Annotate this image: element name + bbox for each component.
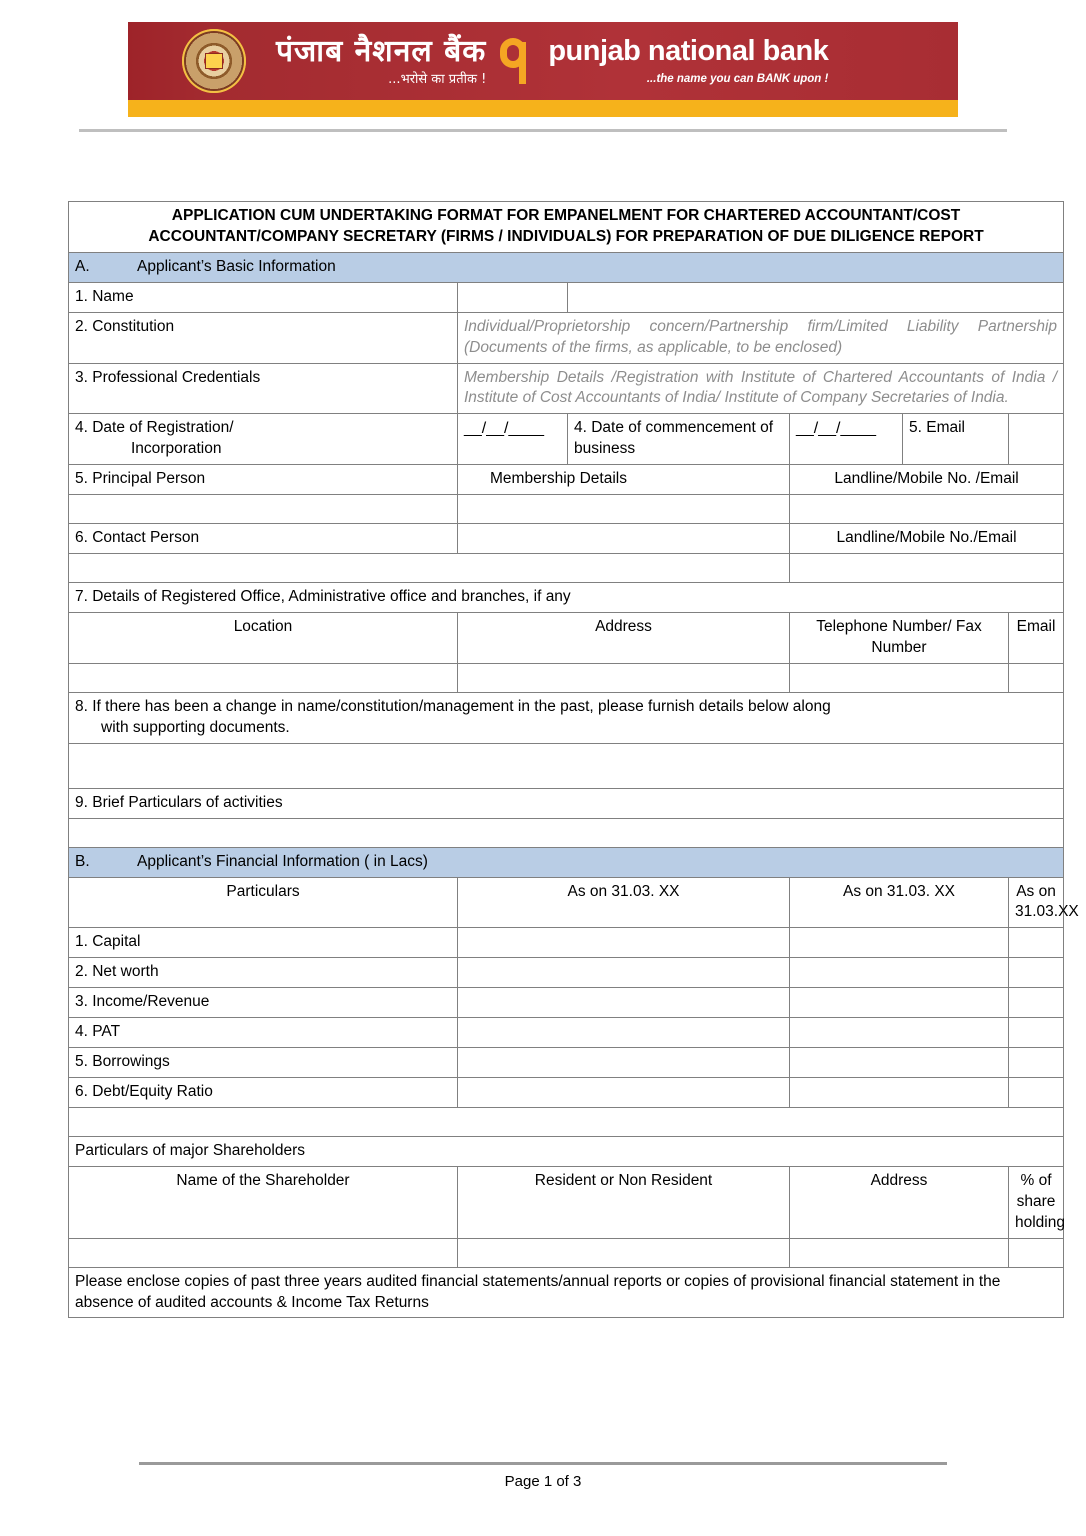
page-footer bbox=[0, 1462, 1086, 1490]
financial-row-borrowings bbox=[69, 1048, 1064, 1078]
email-label: 5. Email bbox=[903, 414, 1009, 465]
row-professional-credentials bbox=[69, 363, 1064, 414]
professional-credentials-label: 3. Professional Credentials bbox=[69, 363, 458, 414]
enclose-note: Please enclose copies of past three years audited financial statements/annual reports or copies of provisional financial statement in the absence of audited accounts & Income Tax Returns bbox=[69, 1267, 1064, 1318]
principal-contact-input[interactable] bbox=[790, 495, 1064, 524]
financial-value-debt-equity-2[interactable] bbox=[790, 1077, 1009, 1107]
activities-label: 9. Brief Particulars of activities bbox=[69, 788, 1064, 818]
name-label: 1. Name bbox=[69, 282, 458, 312]
section-b-letter: B. bbox=[75, 852, 90, 870]
row-change-details-entry bbox=[69, 743, 1064, 788]
bank-name-latin-block bbox=[548, 34, 829, 86]
page-title: APPLICATION CUM UNDERTAKING FORMAT FOR EMPANELMENT FOR CHARTERED ACCOUNTANT/COST ACCOUNTANT/COMPANY SECRETARY (FIRMS / INDIVIDUALS) FOR PREPARATION OF DUE DILIGENCE REPORT bbox=[69, 202, 1064, 253]
name-input-cell-1[interactable] bbox=[458, 282, 568, 312]
row-offices-headers bbox=[69, 612, 1064, 663]
financial-value-pat-2[interactable] bbox=[790, 1018, 1009, 1048]
financial-value-capital-2[interactable] bbox=[790, 928, 1009, 958]
principal-membership-input[interactable] bbox=[458, 495, 790, 524]
financial-col-year-2: As on 31.03. XX bbox=[790, 877, 1009, 928]
financial-label-networth: 2. Net worth bbox=[69, 958, 458, 988]
financial-value-pat-1[interactable] bbox=[458, 1018, 790, 1048]
section-b-label: Applicant’s Financial Information ( in Lacs) bbox=[137, 852, 428, 870]
date-registration-label-line2: Incorporation bbox=[131, 440, 222, 458]
financial-spacer-cell bbox=[69, 1107, 1064, 1136]
financial-value-pat-3[interactable] bbox=[1009, 1018, 1064, 1048]
financial-value-debt-equity-1[interactable] bbox=[458, 1077, 790, 1107]
row-name bbox=[69, 282, 1064, 312]
change-details-line2: with supporting documents. bbox=[101, 718, 290, 736]
principal-person-name-input[interactable] bbox=[69, 495, 458, 524]
bank-name-hindi: पंजाब नैशनल बैंक bbox=[276, 33, 487, 69]
parivartan-emblem-icon bbox=[182, 29, 246, 93]
change-details-line1: 8. If there has been a change in name/constitution/management in the past, please furnish details below along bbox=[75, 697, 831, 715]
section-b-header bbox=[69, 847, 1064, 877]
footer-divider bbox=[139, 1462, 947, 1465]
financial-value-debt-equity-3[interactable] bbox=[1009, 1077, 1064, 1107]
letterhead bbox=[0, 0, 1086, 132]
shareholders-percent-input[interactable] bbox=[1009, 1238, 1064, 1267]
enclose-note-row bbox=[69, 1267, 1064, 1318]
contact-person-contact-header: Landline/Mobile No./Email bbox=[790, 524, 1064, 554]
shareholders-label-row bbox=[69, 1136, 1064, 1166]
bank-name-latin: punjab national bank bbox=[548, 34, 829, 67]
offices-col-email: Email bbox=[1009, 612, 1064, 663]
financial-row-networth bbox=[69, 958, 1064, 988]
row-dates bbox=[69, 414, 1064, 465]
email-input-cell[interactable] bbox=[1009, 414, 1064, 465]
offices-address-input[interactable] bbox=[458, 663, 790, 692]
change-details-label bbox=[69, 692, 1064, 743]
shareholders-label: Particulars of major Shareholders bbox=[69, 1136, 1064, 1166]
date-registration-input[interactable] bbox=[458, 414, 568, 465]
financial-row-income bbox=[69, 988, 1064, 1018]
section-a-header-row bbox=[69, 252, 1064, 282]
row-principal-person-entry bbox=[69, 495, 1064, 524]
offices-col-telephone: Telephone Number/ Fax Number bbox=[790, 612, 1009, 663]
row-contact-person bbox=[69, 524, 1064, 554]
row-constitution bbox=[69, 312, 1064, 363]
principal-membership-text: Membership Details bbox=[490, 470, 627, 488]
row-activities-entry bbox=[69, 818, 1064, 847]
shareholders-address-input[interactable] bbox=[790, 1238, 1009, 1267]
financial-row-debt-equity bbox=[69, 1077, 1064, 1107]
application-form bbox=[68, 201, 1079, 1318]
financial-col-particulars: Particulars bbox=[69, 877, 458, 928]
offices-telephone-input[interactable] bbox=[790, 663, 1009, 692]
shareholders-col-address: Address bbox=[790, 1166, 1009, 1238]
bank-logo-text bbox=[276, 33, 958, 87]
financial-value-borrowings-3[interactable] bbox=[1009, 1048, 1064, 1078]
page-number: Page 1 of 3 bbox=[504, 1473, 582, 1490]
activities-input[interactable] bbox=[69, 818, 1064, 847]
bank-tagline-hindi: ...भरोसे का प्रतीक ! bbox=[388, 71, 487, 87]
principal-membership-header bbox=[458, 465, 790, 495]
financial-value-networth-2[interactable] bbox=[790, 958, 1009, 988]
shareholders-col-percent: % of share holding bbox=[1009, 1166, 1064, 1238]
offices-col-location: Location bbox=[69, 612, 458, 663]
row-activities-label bbox=[69, 788, 1064, 818]
financial-label-income: 3. Income/Revenue bbox=[69, 988, 458, 1018]
principal-person-label: 5. Principal Person bbox=[69, 465, 458, 495]
header-divider bbox=[79, 129, 1007, 132]
financial-col-year-3: As on 31.03.XX bbox=[1009, 877, 1064, 928]
shareholders-col-name: Name of the Shareholder bbox=[69, 1166, 458, 1238]
financial-label-borrowings: 5. Borrowings bbox=[69, 1048, 458, 1078]
shareholders-residency-input[interactable] bbox=[458, 1238, 790, 1267]
date-registration-label bbox=[69, 414, 458, 465]
date-commencement-input[interactable] bbox=[790, 414, 903, 465]
financial-value-income-3[interactable] bbox=[1009, 988, 1064, 1018]
form-title-row bbox=[69, 202, 1064, 253]
financial-value-income-1[interactable] bbox=[458, 988, 790, 1018]
financial-row-capital bbox=[69, 928, 1064, 958]
offices-col-address: Address bbox=[458, 612, 790, 663]
financial-header-row bbox=[69, 877, 1064, 928]
name-input-cell-2[interactable] bbox=[568, 282, 1064, 312]
financial-value-income-2[interactable] bbox=[790, 988, 1009, 1018]
financial-value-capital-3[interactable] bbox=[1009, 928, 1064, 958]
date-registration-label-line1: 4. Date of Registration/ bbox=[75, 419, 234, 437]
financial-label-capital: 1. Capital bbox=[69, 928, 458, 958]
financial-value-borrowings-2[interactable] bbox=[790, 1048, 1009, 1078]
shareholders-name-input[interactable] bbox=[69, 1238, 458, 1267]
contact-person-name-input[interactable] bbox=[69, 554, 790, 583]
date-commencement-label: 4. Date of commencement of business bbox=[568, 414, 790, 465]
form-table bbox=[68, 201, 1079, 1318]
financial-value-networth-3[interactable] bbox=[1009, 958, 1064, 988]
change-details-input[interactable] bbox=[69, 743, 1064, 788]
contact-person-mid-cell[interactable] bbox=[458, 524, 790, 554]
section-a-label: Applicant’s Basic Information bbox=[137, 257, 336, 275]
row-contact-person-entry bbox=[69, 554, 1064, 583]
row-change-details-label bbox=[69, 692, 1064, 743]
financial-value-networth-1[interactable] bbox=[458, 958, 790, 988]
section-b-header-row bbox=[69, 847, 1064, 877]
contact-person-contact-input[interactable] bbox=[790, 554, 1064, 583]
row-principal-person bbox=[69, 465, 1064, 495]
section-a-letter: A. bbox=[75, 257, 90, 275]
financial-value-capital-1[interactable] bbox=[458, 928, 790, 958]
financial-label-debt-equity: 6. Debt/Equity Ratio bbox=[69, 1077, 458, 1107]
offices-email-input[interactable] bbox=[1009, 663, 1064, 692]
pnb-monogram-icon bbox=[500, 38, 534, 84]
principal-contact-header: Landline/Mobile No. /Email bbox=[790, 465, 1064, 495]
offices-location-input[interactable] bbox=[69, 663, 458, 692]
row-offices-entry bbox=[69, 663, 1064, 692]
constitution-hint: Individual/Proprietorship concern/Partnership firm/Limited Liability Partnership (Documents of the firms, as applicable, to be enclosed) bbox=[458, 312, 1064, 363]
shareholders-entry-row bbox=[69, 1238, 1064, 1267]
bank-tagline-latin: ...the name you can BANK upon ! bbox=[646, 72, 829, 85]
date-commencement-blank: __/__/____ bbox=[796, 420, 877, 438]
row-offices-label bbox=[69, 583, 1064, 613]
date-registration-blank: __/__/____ bbox=[464, 420, 545, 438]
constitution-label: 2. Constitution bbox=[69, 312, 458, 363]
financial-value-borrowings-1[interactable] bbox=[458, 1048, 790, 1078]
section-a-header bbox=[69, 252, 1064, 282]
financial-spacer-row bbox=[69, 1107, 1064, 1136]
contact-person-label: 6. Contact Person bbox=[69, 524, 458, 554]
professional-credentials-hint: Membership Details /Registration with Institute of Chartered Accountants of India / Institute of Cost Accountants of India/ Institute of Company Secretaries of India. bbox=[458, 363, 1064, 414]
shareholders-header-row bbox=[69, 1166, 1064, 1238]
financial-label-pat: 4. PAT bbox=[69, 1018, 458, 1048]
shareholders-col-residency: Resident or Non Resident bbox=[458, 1166, 790, 1238]
offices-label: 7. Details of Registered Office, Administrative office and branches, if any bbox=[69, 583, 1064, 613]
logo-gold-band bbox=[128, 100, 958, 117]
bank-name-hindi-block bbox=[276, 33, 487, 87]
financial-col-year-1: As on 31.03. XX bbox=[458, 877, 790, 928]
bank-logo-band bbox=[128, 22, 958, 100]
financial-row-pat bbox=[69, 1018, 1064, 1048]
